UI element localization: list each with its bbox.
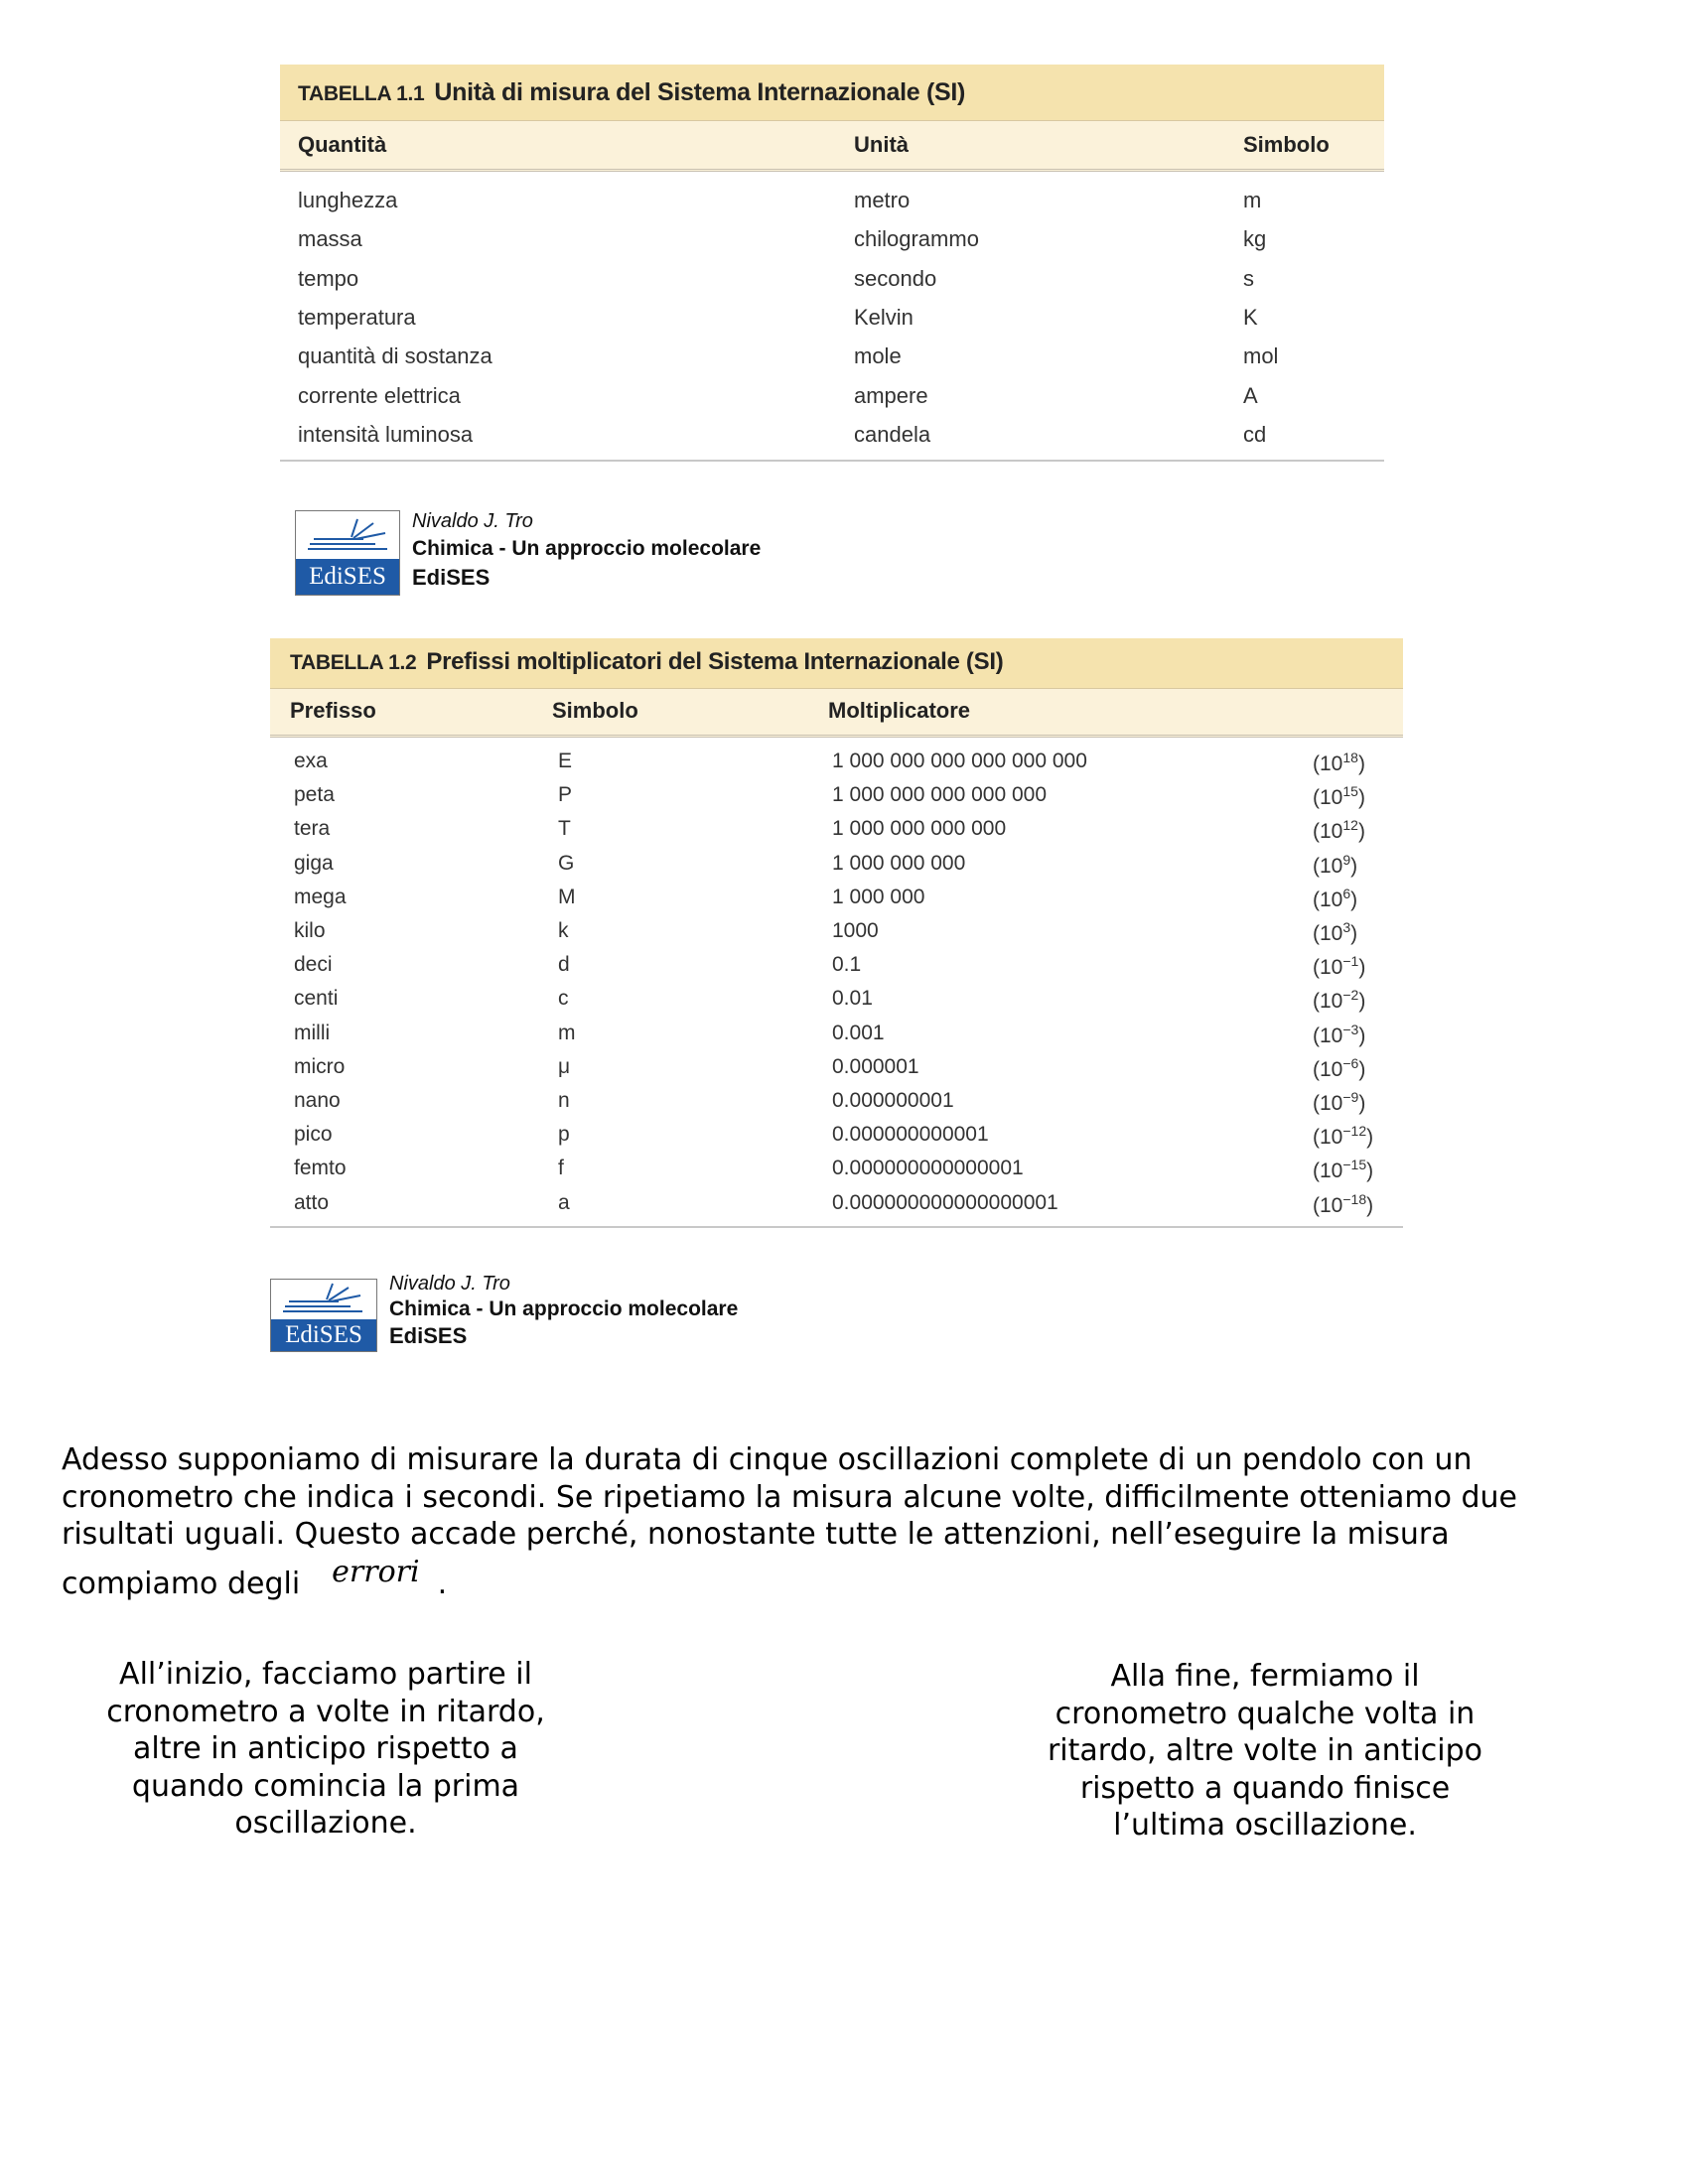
cell-power: $(10^{-2})$: [1313, 987, 1366, 1014]
cell-simbolo: P: [558, 783, 573, 807]
header-moltiplicatore: Moltiplicatore: [828, 698, 971, 723]
cell-prefisso: centi: [294, 987, 339, 1011]
note-line: oscillazione.: [234, 1806, 417, 1841]
body-paragraph: [62, 1441, 1650, 1602]
cell-moltiplicatore: 0.000000001: [832, 1089, 954, 1112]
cell-power: $(10^9)$: [1313, 851, 1358, 878]
cell-moltiplicatore: 0.000000000000000001: [832, 1190, 1058, 1214]
cell-quantita: corrente elettrica: [298, 382, 461, 408]
note-line: All’inizio, facciamo partire il: [119, 1657, 532, 1692]
exponent: 9: [1342, 851, 1351, 868]
credit-author: Nivaldo J. Tro: [412, 510, 533, 532]
book-icon: [296, 511, 399, 561]
cell-moltiplicatore: 1000: [832, 919, 879, 942]
table-title-text: Prefissi moltiplicatori del Sistema Internazionale (SI): [426, 648, 1004, 675]
cell-prefisso: deci: [294, 953, 333, 977]
cell-prefisso: giga: [294, 851, 334, 875]
note-line: cronometro a volte in ritardo,: [106, 1694, 545, 1729]
cell-simbolo: m: [1243, 188, 1262, 212]
table-title-text: Unità di misura del Sistema Internazionale (SI): [434, 78, 966, 106]
cell-unita: chilogrammo: [854, 226, 979, 252]
cell-simbolo: cd: [1243, 421, 1267, 447]
note-line: ritardo, altre volte in anticipo: [1047, 1733, 1483, 1768]
cell-simbolo: d: [558, 953, 570, 977]
table-si-units: [280, 65, 1384, 464]
table-bottom-rule: [270, 1226, 1403, 1228]
credit-author: Nivaldo J. Tro: [389, 1273, 510, 1295]
cell-simbolo: E: [558, 750, 573, 772]
cell-prefisso: milli: [294, 1021, 331, 1044]
cell-simbolo: K: [1243, 304, 1258, 330]
table-label: TABELLA 1.1: [298, 82, 425, 105]
cell-prefisso: tera: [294, 817, 331, 841]
cell-unita: metro: [854, 188, 911, 212]
exponent: 18: [1342, 750, 1358, 765]
paragraph-line: risultati uguali. Questo accade perché, nonostante tutte le attenzioni, nell’eseguire la misura: [62, 1517, 1450, 1552]
cell-simbolo: p: [558, 1123, 570, 1147]
edises-logo: [270, 1279, 377, 1352]
cell-simbolo: kg: [1243, 226, 1267, 252]
cell-simbolo: a: [558, 1190, 570, 1214]
table-bottom-rule: [280, 460, 1384, 462]
note-line: rispetto a quando finisce: [1079, 1770, 1451, 1806]
exponent: −15: [1342, 1157, 1367, 1173]
paragraph-line: [62, 1554, 1650, 1603]
paragraph-text: compiamo degli: [62, 1566, 301, 1601]
cell-power: $(10^{-6})$: [1313, 1054, 1366, 1081]
exponent: −3: [1342, 1021, 1359, 1037]
table-si-prefixes: [270, 638, 1403, 1232]
header-simbolo: Simbolo: [552, 698, 638, 723]
cell-unita: mole: [854, 343, 902, 369]
cell-moltiplicatore: 0.001: [832, 1021, 885, 1044]
cell-moltiplicatore: 0.000000000001: [832, 1123, 989, 1147]
cell-simbolo: c: [558, 987, 569, 1011]
cell-quantita: massa: [298, 226, 362, 252]
cell-simbolo: f: [558, 1157, 564, 1180]
book-icon: [271, 1280, 376, 1319]
table-title: [298, 78, 965, 107]
cell-prefisso: pico: [294, 1123, 333, 1147]
cell-prefisso: mega: [294, 885, 347, 908]
cell-quantita: intensità luminosa: [298, 421, 474, 447]
exponent: −1: [1342, 953, 1359, 970]
cell-moltiplicatore: 0.000001: [832, 1054, 919, 1078]
exponent: 6: [1342, 885, 1351, 901]
cell-simbolo: mol: [1243, 343, 1279, 369]
note-line: altre in anticipo rispetto a: [133, 1731, 518, 1766]
cell-prefisso: nano: [294, 1089, 341, 1112]
exponent: −9: [1342, 1089, 1359, 1105]
cell-moltiplicatore: 1 000 000 000 000: [832, 817, 1007, 841]
paragraph-period: .: [437, 1566, 448, 1601]
table-label: TABELLA 1.2: [290, 651, 417, 674]
cell-simbolo: s: [1243, 265, 1254, 291]
cell-quantita: tempo: [298, 265, 359, 291]
cell-power: $(10^{12})$: [1313, 817, 1365, 844]
note-start: [77, 1656, 574, 1843]
credit-book: Chimica - Un approccio molecolare: [412, 537, 762, 560]
cell-moltiplicatore: 0.01: [832, 987, 873, 1011]
cell-moltiplicatore: 1 000 000 000 000 000 000: [832, 750, 1087, 772]
note-line: quando comincia la prima: [131, 1768, 520, 1804]
cell-unita: secondo: [854, 265, 937, 291]
exponent: 3: [1342, 919, 1351, 935]
cell-moltiplicatore: 0.000000000000001: [832, 1157, 1024, 1180]
cell-unita: ampere: [854, 382, 928, 408]
cell-simbolo: G: [558, 851, 575, 875]
edises-logo: [295, 510, 400, 596]
credit-publisher: EdiSES: [412, 565, 491, 590]
exponent: −6: [1342, 1054, 1359, 1071]
exponent: −2: [1342, 987, 1359, 1004]
header-simbolo: Simbolo: [1243, 132, 1330, 157]
cell-unita: Kelvin: [854, 304, 914, 330]
cell-quantita: quantità di sostanza: [298, 343, 492, 369]
note-line: l’ultima oscillazione.: [1113, 1808, 1417, 1843]
cell-moltiplicatore: 1 000 000: [832, 885, 925, 908]
exponent: 12: [1342, 817, 1358, 834]
cell-prefisso: micro: [294, 1054, 346, 1078]
credit-publisher: EdiSES: [389, 1323, 468, 1348]
credit-book: Chimica - Un approccio molecolare: [389, 1297, 739, 1320]
cell-power: $(10^{18})$: [1313, 750, 1365, 775]
cell-moltiplicatore: 0.1: [832, 953, 862, 977]
cell-power: $(10^{15})$: [1313, 783, 1365, 810]
cell-simbolo: n: [558, 1089, 570, 1112]
logo-wordmark: EdiSES: [296, 559, 399, 595]
cell-power: $(10^6)$: [1313, 885, 1358, 911]
cell-prefisso: peta: [294, 783, 335, 807]
cell-unita: candela: [854, 421, 931, 447]
note-line: cronometro qualche volta in: [1055, 1696, 1476, 1731]
cell-power: $(10^{-1})$: [1313, 953, 1366, 980]
cell-simbolo: μ: [558, 1054, 571, 1078]
note-line: Alla fine, fermiamo il: [1110, 1659, 1420, 1694]
paragraph-line: cronometro che indica i secondi. Se ripetiamo la misura alcune volte, difficilmente otteniamo due: [62, 1479, 1517, 1515]
paragraph-line: Adesso supponiamo di misurare la durata di cinque oscillazioni complete di un pendolo con un: [62, 1442, 1473, 1477]
cell-power: $(10^{-15})$: [1313, 1157, 1374, 1183]
cell-prefisso: atto: [294, 1190, 330, 1214]
logo-wordmark: EdiSES: [271, 1319, 376, 1351]
cell-simbolo: T: [558, 817, 571, 841]
emphasis-errori: errori: [332, 1554, 420, 1589]
exponent: −18: [1342, 1190, 1367, 1207]
cell-power: $(10^{-18})$: [1313, 1190, 1374, 1217]
header-prefisso: Prefisso: [290, 698, 376, 723]
table-header-row: [280, 121, 1384, 172]
cell-simbolo: k: [558, 919, 569, 942]
exponent: −12: [1342, 1123, 1367, 1140]
note-end: [1017, 1658, 1513, 1844]
table-title: [290, 648, 1003, 676]
cell-simbolo: A: [1243, 382, 1258, 408]
cell-quantita: temperatura: [298, 304, 416, 330]
cell-simbolo: M: [558, 885, 576, 908]
cell-simbolo: m: [558, 1021, 576, 1044]
cell-moltiplicatore: 1 000 000 000: [832, 851, 966, 875]
cell-prefisso: exa: [294, 750, 328, 772]
cell-power: $(10^3)$: [1313, 919, 1358, 945]
exponent: 15: [1342, 783, 1358, 800]
cell-quantita: lunghezza: [298, 188, 398, 212]
cell-power: $(10^{-3})$: [1313, 1021, 1366, 1047]
cell-prefisso: kilo: [294, 919, 326, 942]
header-unita: Unità: [854, 132, 909, 157]
header-quantita: Quantità: [298, 132, 387, 157]
cell-prefisso: femto: [294, 1157, 347, 1180]
cell-power: $(10^{-12})$: [1313, 1123, 1374, 1150]
cell-power: $(10^{-9})$: [1313, 1089, 1366, 1115]
cell-moltiplicatore: 1 000 000 000 000 000: [832, 783, 1048, 807]
